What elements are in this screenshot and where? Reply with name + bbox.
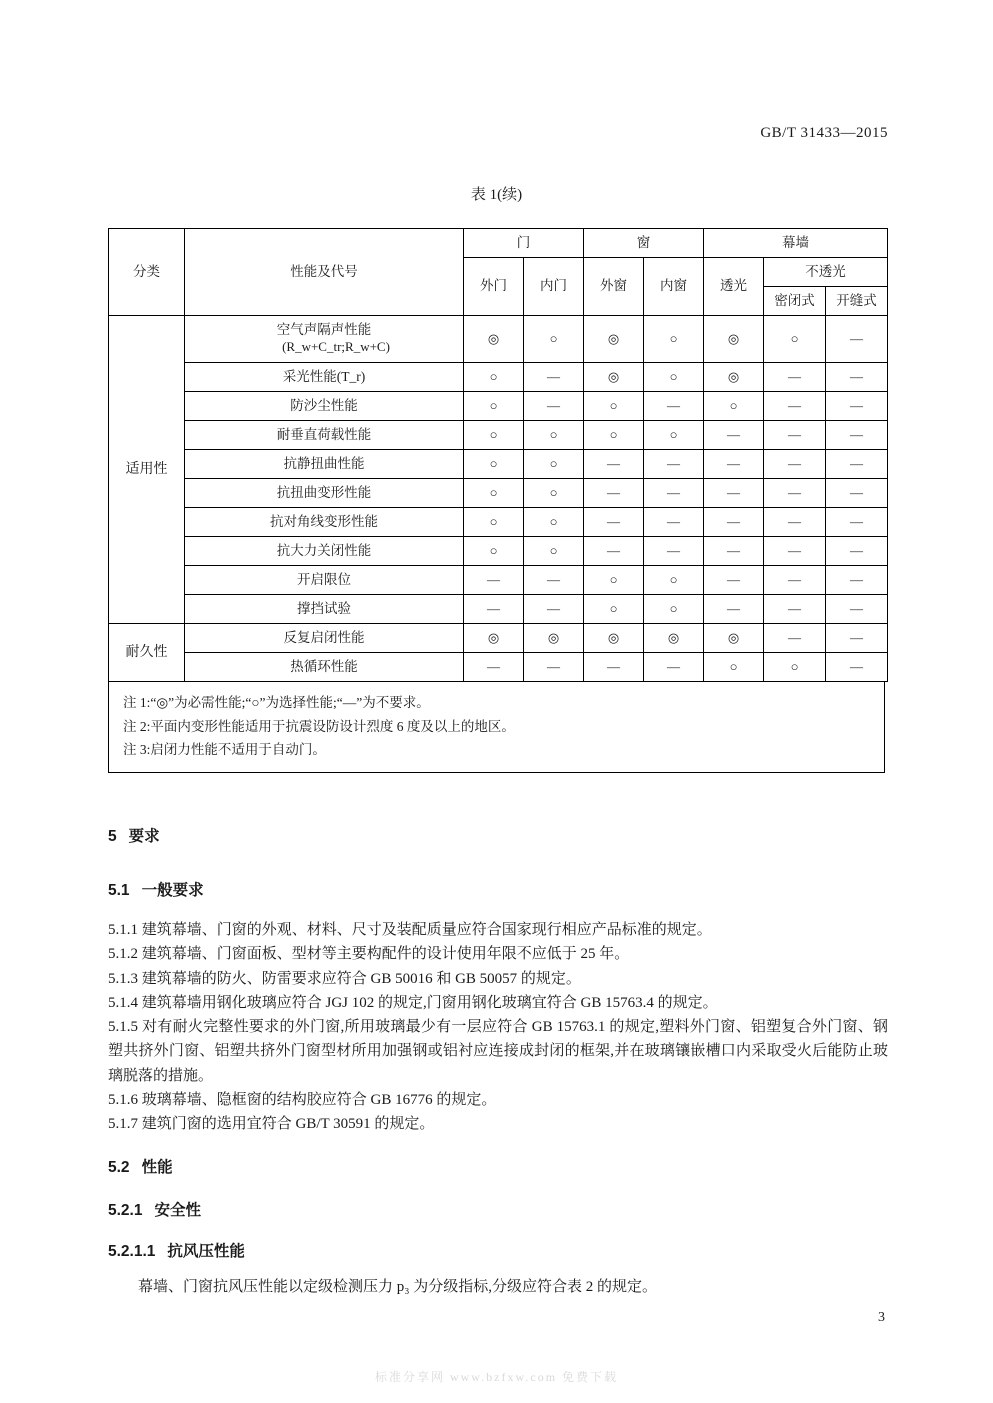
cell-mark: ○ [644, 421, 704, 450]
table-row [109, 537, 888, 566]
cell-mark: ○ [464, 508, 524, 537]
cell-mark: — [764, 421, 826, 450]
clause-5-1-7 [108, 1112, 888, 1136]
cell-mark: ◎ [464, 624, 524, 653]
table-note: 注 2:平面内变形性能适用于抗震设防设计烈度 6 度及以上的地区。 [123, 718, 515, 734]
clause-number: 5.1.1 [108, 922, 138, 938]
section-5-1-number: 5.1 [108, 882, 130, 899]
cell-mark: — [584, 653, 644, 682]
cell-mark: — [704, 595, 764, 624]
cell-mark: — [764, 450, 826, 479]
page-header-standard: GB/T 31433—2015 [760, 125, 888, 141]
header-group-curtainwall: 幕墙 [704, 229, 888, 258]
table-row [109, 653, 888, 682]
cell-mark: — [826, 653, 888, 682]
section-5-2-1-number: 5.2.1 [108, 1202, 143, 1219]
table-row [109, 508, 888, 537]
header-col-sealed: 密闭式 [764, 287, 826, 316]
section-5-1-heading [108, 878, 888, 903]
cell-mark: ○ [464, 450, 524, 479]
clause-number: 5.1.5 [108, 1019, 138, 1036]
cell-mark: — [764, 392, 826, 421]
cell-mark: ○ [584, 421, 644, 450]
table-body [109, 316, 888, 682]
clause-text: 建筑幕墙的防火、防雷要求应符合 GB 50016 和 GB 50057 的规定。 [141, 970, 581, 987]
cell-mark: ○ [704, 653, 764, 682]
cell-mark: — [826, 392, 888, 421]
header-group-window: 窗 [584, 229, 704, 258]
cell-mark: — [826, 537, 888, 566]
cell-mark: ○ [584, 392, 644, 421]
cell-mark: — [644, 450, 704, 479]
watermark: 标准分享网 www.bzfxw.com 免费下载 [374, 1370, 619, 1384]
row-label: 反复启闭性能 [185, 624, 464, 653]
cell-mark: — [704, 421, 764, 450]
cell-mark: — [524, 595, 584, 624]
table-notes [108, 682, 885, 773]
cell-mark: — [644, 537, 704, 566]
cell-mark: ◎ [584, 316, 644, 363]
row-label: 采光性能(T_r) [185, 363, 464, 392]
clause-5-1-2 [108, 942, 888, 966]
row-class-applicability: 适用性 [109, 316, 185, 624]
row-label: 抗对角线变形性能 [185, 508, 464, 537]
table-note: 注 1:“◎”为必需性能;“○”为选择性能;“—”为不要求。 [123, 695, 430, 710]
header-col-outer-door: 外门 [464, 258, 524, 316]
table-note: 注 3:启闭力性能不适用于自动门。 [123, 742, 326, 758]
cell-mark: — [764, 508, 826, 537]
performance-table [108, 228, 888, 682]
cell-mark: — [584, 450, 644, 479]
row-label-subtext: (R_w+C_tr;R_w+C) [282, 339, 390, 355]
cell-mark: ○ [644, 595, 704, 624]
cell-mark: ◎ [584, 624, 644, 653]
cell-mark: — [704, 479, 764, 508]
cell-mark: ○ [524, 450, 584, 479]
section-5-2-1-1-title: 抗风压性能 [167, 1243, 245, 1260]
section-5-2-1-heading [108, 1198, 888, 1223]
cell-mark: ◎ [704, 363, 764, 392]
cell-mark: — [764, 537, 826, 566]
header-col-opaque-group: 不透光 [764, 258, 888, 287]
clause-5-1-5 [108, 1015, 888, 1088]
cell-mark: — [584, 479, 644, 508]
row-label: 防沙尘性能 [185, 392, 464, 421]
row-label: 开启限位 [185, 566, 464, 595]
table-row [109, 566, 888, 595]
cell-mark: ○ [644, 316, 704, 363]
cell-mark: ○ [524, 421, 584, 450]
cell-mark: — [584, 508, 644, 537]
cell-mark: ○ [704, 392, 764, 421]
clause-5-1-1 [108, 918, 888, 942]
cell-mark: ◎ [524, 624, 584, 653]
cell-mark: ○ [644, 363, 704, 392]
row-label: 抗大力关闭性能 [185, 537, 464, 566]
section-5-1-title: 一般要求 [141, 882, 204, 899]
cell-mark: ○ [464, 421, 524, 450]
cell-mark: — [464, 653, 524, 682]
header-class: 分类 [109, 229, 185, 316]
cell-mark: — [826, 566, 888, 595]
cell-mark: ○ [524, 316, 584, 363]
section-5-heading [108, 824, 888, 849]
row-label: 抗静扭曲性能 [185, 450, 464, 479]
section-5-2-title: 性能 [141, 1159, 173, 1176]
cell-mark: ○ [464, 537, 524, 566]
header-col-transparent: 透光 [704, 258, 764, 316]
clause-number: 5.1.7 [108, 1116, 138, 1133]
cell-mark: — [764, 479, 826, 508]
header-col-inner-window: 内窗 [644, 258, 704, 316]
table-caption: 表 1(续) [470, 187, 523, 203]
cell-mark: — [826, 595, 888, 624]
page-number: 3 [878, 1310, 885, 1325]
clause-5-1-4 [108, 991, 888, 1015]
cell-mark: — [464, 595, 524, 624]
cell-mark: ◎ [464, 316, 524, 363]
row-label: 撑挡试验 [185, 595, 464, 624]
clause-number: 5.1.2 [108, 946, 138, 963]
cell-mark: — [704, 450, 764, 479]
table-row [109, 421, 888, 450]
cell-mark: — [826, 479, 888, 508]
cell-mark: — [464, 566, 524, 595]
section-5-number: 5 [108, 828, 117, 845]
cell-mark: — [644, 508, 704, 537]
clause-text: 建筑幕墙用钢化玻璃应符合 JGJ 102 的规定,门窗用钢化玻璃宜符合 GB 15763.4 的规定。 [141, 994, 718, 1011]
section-5-title: 要求 [128, 828, 160, 845]
cell-mark: ○ [764, 316, 826, 363]
row-label: 耐垂直荷载性能 [185, 421, 464, 450]
cell-mark: ○ [584, 566, 644, 595]
table-row [109, 450, 888, 479]
row-label: 热循环性能 [185, 653, 464, 682]
cell-mark: ○ [524, 479, 584, 508]
header-col-open-joint: 开缝式 [826, 287, 888, 316]
cell-mark: — [524, 392, 584, 421]
cell-mark: — [826, 421, 888, 450]
table-row [109, 624, 888, 653]
cell-mark: — [764, 363, 826, 392]
cell-mark: — [764, 624, 826, 653]
section-5-2-1-1-number: 5.2.1.1 [108, 1243, 156, 1260]
clause-text: 对有耐火完整性要求的外门窗,所用玻璃最少有一层应符合 GB 15763.1 的规定,塑料外门窗、铝塑复合外门窗、钢塑共挤外门窗、铝塑共挤外门窗型材所用加强钢或铝衬应连接成封闭的框架,并在玻璃镶嵌槽口内采取受火后能防止玻璃脱落的措施。 [108, 1019, 889, 1084]
clause-5-1-6 [108, 1088, 888, 1112]
cell-mark: ○ [644, 566, 704, 595]
table-header-row-1 [109, 229, 888, 258]
cell-mark: — [704, 508, 764, 537]
section-5-2-number: 5.2 [108, 1159, 130, 1176]
clause-number: 5.1.6 [108, 1092, 138, 1109]
table-row [109, 595, 888, 624]
clause-text: 玻璃幕墙、隐框窗的结构胶应符合 GB 16776 的规定。 [141, 1092, 497, 1109]
cell-mark: — [764, 595, 826, 624]
header-group-door: 门 [464, 229, 584, 258]
cell-mark: ○ [464, 479, 524, 508]
cell-mark: ○ [524, 537, 584, 566]
cell-mark: — [524, 363, 584, 392]
section-5-2-1-1-heading [108, 1239, 888, 1264]
table-row [109, 479, 888, 508]
cell-mark: ○ [584, 595, 644, 624]
cell-mark: — [524, 566, 584, 595]
clause-5-1-3 [108, 967, 888, 991]
section-5-2-1-title: 安全性 [154, 1202, 201, 1219]
cell-mark: ○ [524, 508, 584, 537]
table-row [109, 392, 888, 421]
cell-mark: — [704, 537, 764, 566]
section-5-1-paragraphs [108, 918, 888, 1137]
cell-mark: — [584, 537, 644, 566]
cell-mark: ◎ [704, 624, 764, 653]
cell-mark: — [826, 508, 888, 537]
clause-number: 5.1.3 [108, 970, 138, 987]
cell-mark: ◎ [644, 624, 704, 653]
header-col-outer-window: 外窗 [584, 258, 644, 316]
clause-text: 幕墙、门窗抗风压性能以定级检测压力 p₃ 为分级指标,分级应符合表 2 的规定。 [138, 1279, 657, 1295]
table-row [109, 316, 888, 363]
row-class-durability: 耐久性 [109, 624, 185, 682]
row-label: 抗扭曲变形性能 [185, 479, 464, 508]
cell-mark: — [826, 624, 888, 653]
cell-mark: — [826, 450, 888, 479]
clause-text: 建筑门窗的选用宜符合 GB/T 30591 的规定。 [141, 1116, 435, 1133]
cell-mark: — [644, 479, 704, 508]
table-row [109, 363, 888, 392]
cell-mark: ◎ [704, 316, 764, 363]
clause-text: 建筑幕墙、门窗的外观、材料、尺寸及装配质量应符合国家现行相应产品标准的规定。 [141, 922, 712, 938]
cell-mark: ◎ [584, 363, 644, 392]
cell-mark: — [644, 653, 704, 682]
header-performance: 性能及代号 [185, 229, 464, 316]
cell-mark: — [826, 363, 888, 392]
cell-mark: — [704, 566, 764, 595]
clause-number: 5.1.4 [108, 994, 138, 1011]
cell-mark: — [524, 653, 584, 682]
cell-mark: — [764, 566, 826, 595]
header-col-inner-door: 内门 [524, 258, 584, 316]
section-5-2-heading [108, 1155, 888, 1180]
section-5-2-1-1-body [108, 1275, 888, 1299]
cell-mark: ○ [464, 363, 524, 392]
cell-mark: — [644, 392, 704, 421]
clause-text: 建筑幕墙、门窗面板、型材等主要构配件的设计使用年限不应低于 25 年。 [141, 946, 630, 963]
row-label [185, 316, 464, 363]
cell-mark: ○ [764, 653, 826, 682]
cell-mark: — [826, 316, 888, 363]
performance-table-wrapper [108, 228, 885, 773]
cell-mark: ○ [464, 392, 524, 421]
row-label-text: 空气声隔声性能 [276, 322, 372, 338]
